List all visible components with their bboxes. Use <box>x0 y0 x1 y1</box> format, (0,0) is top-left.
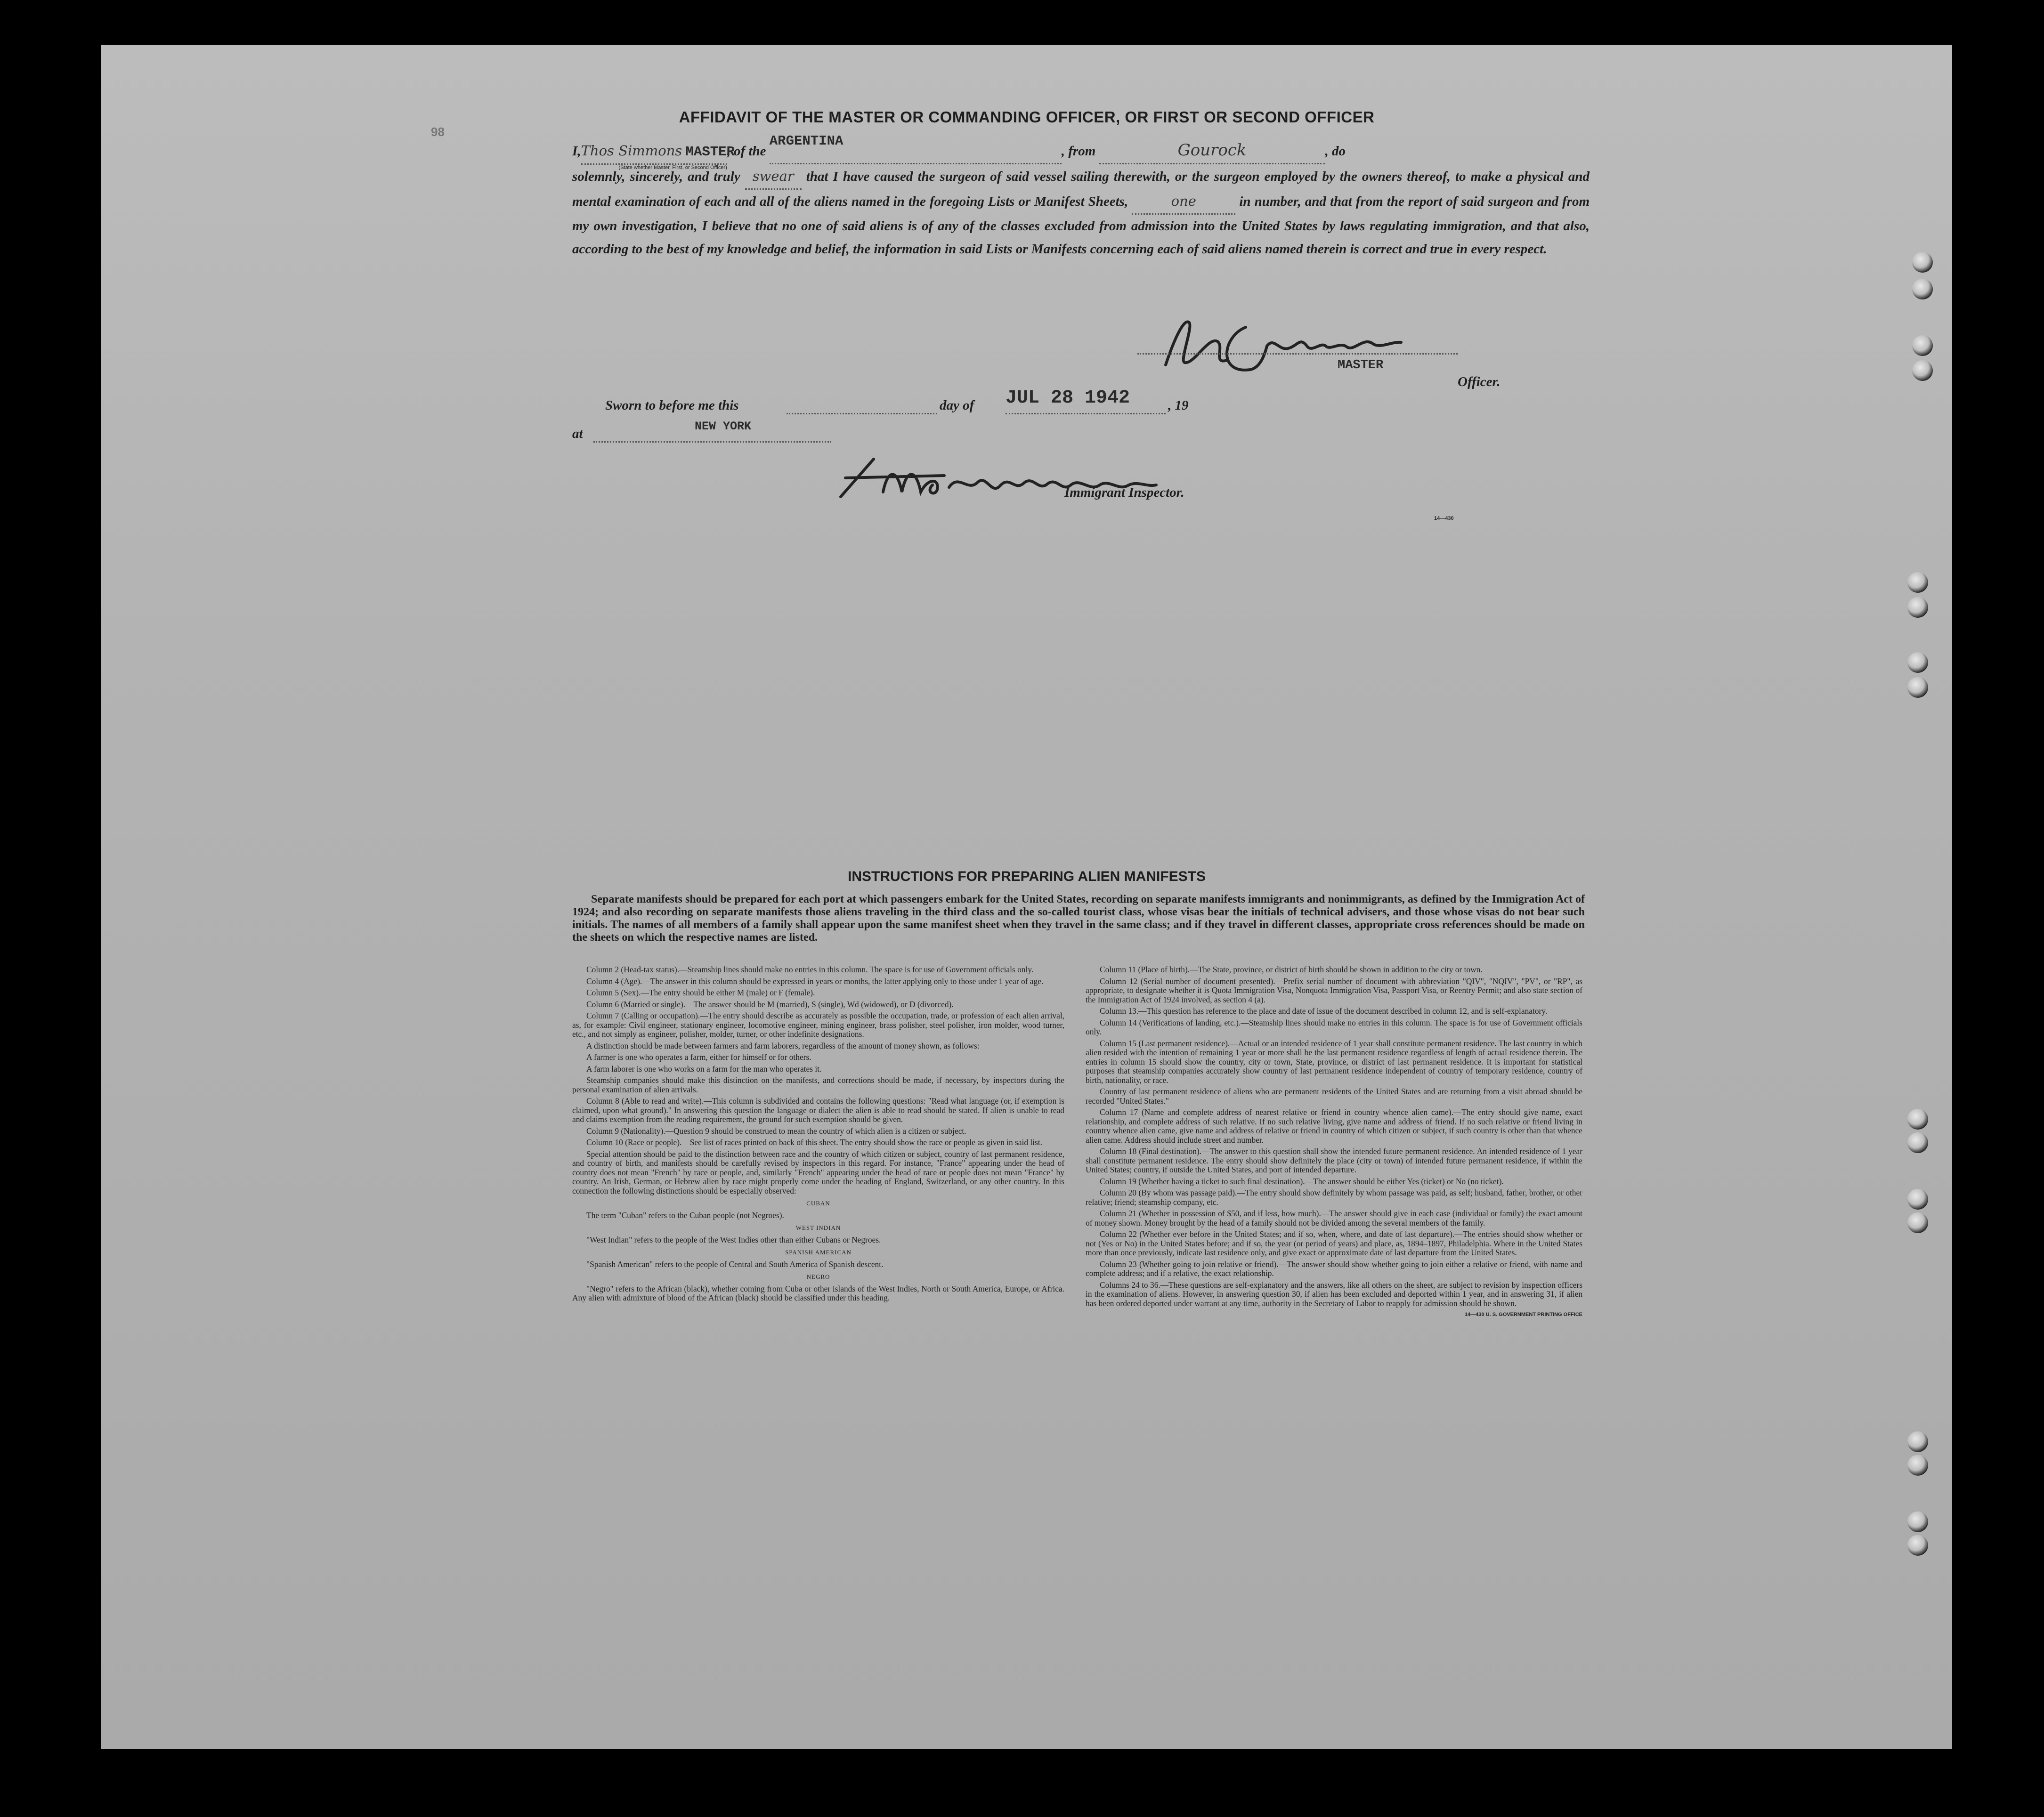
page-number: 98 <box>431 125 445 139</box>
instruction-paragraph: Column 4 (Age).—The answer in this column should be expressed in years or months, the latter applying only to those under 1 year of age. <box>586 976 1044 986</box>
instruction-paragraph: Column 20 (By whom was passage paid).—The entry should show definitely by whom passage was paid, as self; husband, father, brother, or other relative; friend; steamship company, etc. <box>1086 1188 1582 1207</box>
binding-hole <box>1907 1212 1928 1233</box>
master-signature <box>1137 308 1429 384</box>
instruction-paragraph: Column 19 (Whether having a ticket to such final destination).—The answer should be either Yes (ticket) or No (no ticket). <box>1100 1176 1504 1186</box>
binding-hole <box>1907 1431 1928 1452</box>
instruction-paragraph: Column 17 (Name and complete address of nearest relative or friend in country whence alien came).—The entry should give name, exact relationship, and complete address of such relative. If no such relative living, give name and address of friend. If no such relative or friend living in country whence alien came, give name and address of relative or friend in country of which citizen or subject, if such country is other than that whence alien came. Address should include street and number. <box>1086 1107 1582 1145</box>
binding-hole <box>1907 1511 1928 1532</box>
swear-word: swear <box>752 168 794 184</box>
affidavit-text-1: that I have caused the surgeon of said vessel sailing therewith, or the surgeon employed by the owners thereof, to make a physical and mental examination of each and all of the aliens named in the foregoing Lists or Manifest Sheets, <box>572 169 1590 209</box>
footer-print-office: 14—430 U. S. GOVERNMENT PRINTING OFFICE <box>1465 1312 1582 1317</box>
binding-hole <box>1907 1109 1928 1130</box>
master-name: Thos Simmons <box>581 143 682 159</box>
instruction-paragraph: Column 8 (Able to read and write).—This column is subdivided and contains the following questions: "Read what language (or, if exemption is claimed, upon what ground)." In answering this question the language or dialect the alien is able to read should be stated. If alien is unable to read and claims exemption from the reading requirement, the ground for such exemption should be given. <box>572 1096 1064 1124</box>
binding-hole <box>1907 1455 1928 1476</box>
signature-line <box>1137 353 1458 355</box>
at-label: at <box>572 426 583 441</box>
of-the-label: , of the <box>727 144 766 159</box>
form-number: 14—430 <box>1434 516 1454 521</box>
instructions-right-column <box>1086 965 1582 1322</box>
cuban-heading: CUBAN <box>806 1200 830 1207</box>
binding-hole <box>1912 252 1933 273</box>
binding-hole <box>1907 1132 1928 1153</box>
instruction-paragraph: Column 13.—This question has reference to the place and date of issue of the document described in column 12, and is self-explanatory. <box>1100 1006 1548 1016</box>
west-indian-text: "West Indian" refers to the people of the West Indies other than either Cubans or Negroes. <box>586 1235 881 1244</box>
binding-hole <box>1912 335 1933 356</box>
year-prefix: , 19 <box>1168 398 1189 413</box>
instruction-paragraph: Column 9 (Nationality).—Question 9 should be construed to mean the country of which alien is a citizen or subject. <box>586 1126 966 1136</box>
affidavit-text-2: in number, and that from the report of said surgeon and from my own investigation, I believe that no one of said aliens is of any of the classes excluded from admission into the United States by laws regulating immigration, and that also, according to the best of my knowledge and belief, the information in said Lists or Manifests concerning each of said aliens named therein is correct and true in every respect. <box>572 194 1590 257</box>
solemnly-label: solemnly, sincerely, and truly <box>572 169 740 184</box>
vessel-name: ARGENTINA <box>769 133 844 149</box>
instruction-paragraph: Column 18 (Final destination).—The answer to this question shall show the intended future permanent residence. An intended residence of 1 year shall constitute permanent residence. The entry should show definitely the place (city or town) of intended future permanent residence, if within the United States; country, if outside the United States, and port of intended departure. <box>1086 1147 1582 1174</box>
instruction-paragraph: Column 15 (Last permanent residence).—Actual or an intended residence of 1 year shall constitute permanent residence. The last country in which alien resided with the intention of remaining 1 year or more shall be the last permanent residence regardless of length of actual residence therein. The entries in column 15 should show the country, city or town, State, province, or district of last permanent residence. It is important for statistical purposes that steamship companies accurately show country of last permanent residence independent of country of temporary residence, country of birth, nationality, or race. <box>1086 1038 1582 1085</box>
instruction-paragraph: Column 7 (Calling or occupation).—The entry should describe as accurately as possible the occupation, trade, or profession of each alien arrival, as, for example: Civil engineer, stationary engineer, locomotive engineer, mining engineer, brass polisher, steel polisher, iron molder, wood turner, etc., and not simply as engineer, polisher, molder, turner, or other indefinite designations. <box>572 1011 1064 1039</box>
instructions-title: INSTRUCTIONS FOR PREPARING ALIEN MANIFESTS <box>847 869 1206 884</box>
sheet-count: one <box>1171 193 1196 209</box>
binding-hole <box>1912 279 1933 299</box>
instruction-paragraph: Column 2 (Head-tax status).—Steamship lines should make no entries in this column. The space is for use of Government officials only. <box>586 965 1034 974</box>
instruction-paragraph: A distinction should be made between farmers and farm laborers, regardless of the amount of money shown, as follows: <box>586 1041 980 1050</box>
binding-hole <box>1912 360 1933 381</box>
spanish-american-text: "Spanish American" refers to the people of Central and South America of Spanish descent. <box>586 1259 884 1269</box>
officer-label: Officer. <box>1458 374 1501 389</box>
instruction-paragraph: A farm laborer is one who works on a farm for the man who operates it. <box>586 1064 822 1074</box>
instruction-paragraph: Columns 24 to 36.—These questions are self-explanatory and the answers, like all others on the sheet, are subject to revision by inspection officers in the examination of aliens. However, in answering question 30, if alien has been excluded and deported within 1 year, and in answering 31, if alien has been ordered deported under warrant at any time, authority in the Secretary of Labor to reapply for admission should be shown. <box>1086 1280 1582 1308</box>
instruction-paragraph: A farmer is one who operates a farm, either for himself or for others. <box>586 1052 811 1062</box>
instruction-paragraph: Column 12 (Serial number of document presented).—Prefix serial number of document with abbreviation "QIV", "NQIV", "PV", or "RP", as appropriate, to designate whether it is Quota Immigration Visa, Nonquota Immigration Visa, Passport Visa, or Reentry Permit; and also state section of the Immigration Act of 1924 involved, as section 4 (a). <box>1086 976 1582 1004</box>
instruction-paragraph: Column 11 (Place of birth).—The State, province, or district of birth should be shown in addition to the city or town. <box>1100 965 1483 974</box>
binding-hole <box>1907 677 1928 698</box>
signature-rank: MASTER <box>1338 358 1384 372</box>
rank-hint: (State whether Master, First, or Second Officer) <box>618 165 727 170</box>
instruction-paragraph: Column 6 (Married or single).—The answer should be M (married), S (single), Wd (widowed), or D (divorced). <box>586 999 954 1009</box>
instruction-paragraph: Column 10 (Race or people).—See list of races printed on back of this sheet. The entry should show the race or people as given in said list. <box>586 1138 1042 1147</box>
instruction-paragraph: Country of last permanent residence of aliens who are permanent residents of the United States and are returning from a visit abroad should be recorded "United States." <box>1086 1087 1582 1106</box>
instruction-paragraph: Steamship companies should make this distinction on the manifests, and corrections should be made, if necessary, by inspectors during the personal examination of alien arrivals. <box>572 1075 1064 1094</box>
port-name: Gourock <box>1177 141 1247 160</box>
west-indian-heading: WEST INDIAN <box>795 1224 841 1231</box>
affidavit-title: AFFIDAVIT OF THE MASTER OR COMMANDING OFFICER, OR FIRST OR SECOND OFFICER <box>679 108 1375 126</box>
place-name: NEW YORK <box>695 420 752 433</box>
affidavit-i: I, <box>572 144 581 159</box>
binding-hole <box>1907 1535 1928 1556</box>
instructions-left-column <box>572 965 1064 1305</box>
day-of-label: day of <box>940 398 974 413</box>
affidavit-body <box>572 133 1590 261</box>
month-line <box>1006 413 1166 414</box>
sworn-day-line <box>787 413 937 414</box>
instruction-paragraph: Column 14 (Verifications of landing, etc.).—Steamship lines should make no entries in this column. The space is for use of Government officials only. <box>1086 1018 1582 1036</box>
negro-heading: NEGRO <box>806 1273 830 1280</box>
sworn-label: Sworn to before me this <box>605 398 739 413</box>
binding-hole <box>1907 597 1928 618</box>
instruction-paragraph: Special attention should be paid to the distinction between race and the country of which citizen or subject, country of last permanent residence, and country of birth, and manifests should be carefully revised by inspectors in this regard. For instance, "France" appearing under the head of country does not mean "French" by race or people, and, similarly "French" appearing under the head of race or people does not mean "France" by country. An Irish, German, or Hebrew alien by race might properly come under the heading of England, Switzerland, or any other country. In this connection the following distinctions should be especially observed: <box>572 1149 1064 1195</box>
instruction-paragraph: Column 22 (Whether ever before in the United States; and if so, when, where, and date of last departure).—The entries should show whether or not (Yes or No) in the United States before; and if so, the year (or period of years) and place, as, 1894–1897, Philadelphia. Where in the United States more than once previously, indicate last residence only, and give exact or approximate date of last departure from the United States. <box>1086 1229 1582 1257</box>
instruction-paragraph: Column 5 (Sex).—The entry should be either M (male) or F (female). <box>586 988 815 997</box>
document-sheet <box>101 45 1952 1749</box>
rank-typed: MASTER <box>685 144 735 160</box>
date-stamp: JUL 28 1942 <box>1006 388 1130 409</box>
binding-hole <box>1907 1189 1928 1210</box>
cuban-text: The term "Cuban" refers to the Cuban people (not Negroes). <box>586 1210 784 1220</box>
place-line <box>593 441 831 443</box>
instruction-paragraph: Column 23 (Whether going to join relative or friend).—The answer should show whether going to join either a relative or friend, with name and complete address; and if a relative, the exact relationship. <box>1086 1259 1582 1278</box>
do-label: , do <box>1325 144 1346 159</box>
instruction-paragraph: Column 21 (Whether in possession of $50, and if less, how much).—The answer should give in each case (individual or family) the exact amount of money shown. Money brought by the head of a family should not be divided among the several members of the family. <box>1086 1209 1582 1227</box>
from-label: , from <box>1061 144 1096 159</box>
instructions-intro: Separate manifests should be prepared for each port at which passengers embark for the United States, recording on separate manifests immigrants and nonimmigrants, as defined by the Immigration Act of 1924; and also recording on separate manifests those aliens traveling in the third class and the so-called tourist class, whose visas bear the initials of technical advisers, and those whose visas do not bear such initials. The names of all members of a family shall appear upon the same manifest sheet when they travel in the same class; and if they travel in different classes, appropriate cross references should be made on the sheets on which the respective names are listed. <box>572 893 1585 944</box>
binding-hole <box>1907 652 1928 673</box>
binding-hole <box>1907 572 1928 593</box>
spanish-american-heading: SPANISH AMERICAN <box>785 1249 852 1256</box>
inspector-label: Immigrant Inspector. <box>1064 485 1184 500</box>
negro-text: "Negro" refers to the African (black), whether coming from Cuba or other islands of the West Indies, North or South America, Europe, or Africa. Any alien with admixture of blood of the African (black) should be classified under this heading. <box>572 1284 1064 1302</box>
